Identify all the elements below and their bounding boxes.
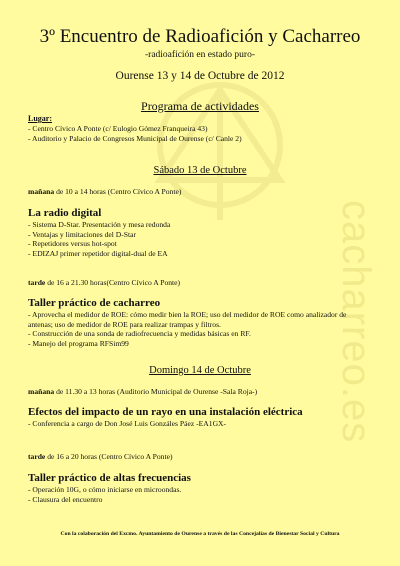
event-date-place: Ourense 13 y 14 de Octubre de 2012 (115, 70, 285, 82)
list-item: - Construcción de una sonda de radiofrecuencia y medidas básicas en RF. (28, 329, 251, 339)
poster-title: 3º Encuentro de Radioafición y Cacharreo (39, 26, 361, 47)
lugar-list (28, 124, 348, 143)
lugar-label: Lugar: (28, 114, 52, 123)
watermark-emblem-icon (120, 60, 320, 230)
time-detail: de 16 a 20 horas (Centro Cívico A Ponte) (45, 452, 173, 461)
radio-digital-list (28, 220, 348, 259)
time-prefix: mañana (28, 187, 55, 196)
list-item: - Sistema D-Star. Presentación y mesa redonda (28, 220, 171, 229)
list-item: - Conferencia a cargo de Don José Luis Gonzáles Páez -EA1GX- (28, 419, 227, 428)
section-title-radio-digital: La radio digital (28, 207, 102, 219)
poster-subtitle: -radioafición en estado puro- (145, 50, 255, 60)
day-heading-sabado: Sábado 13 de Octubre (153, 165, 247, 176)
section-title-taller-cacharreo: Taller práctico de cacharreo (28, 297, 161, 309)
list-item: - EDIZAJ primer repetidor digital-dual de EA (28, 249, 168, 259)
section-title-altas-frecuencias: Taller práctico de altas frecuencias (28, 472, 191, 484)
list-item: - Ventajas y limitaciones del D-Star (28, 229, 137, 239)
list-item: antenas; uso de medidor de ROE para realizar trampas y filtros. (28, 319, 221, 329)
time-prefix: tarde (28, 452, 46, 461)
sabado-manana-time (28, 187, 181, 196)
domingo-tarde-time (28, 452, 172, 461)
time-detail: de 11.30 a 13 horas (Auditorio Municipal de Ourense -Sala Roja-) (54, 387, 258, 396)
day-heading-domingo: Domingo 14 de Octubre (149, 365, 251, 376)
list-item: - Manejo del programa RFSim99 (28, 339, 129, 349)
list-item: - Aprovecha el medidor de ROE: cómo medir bien la ROE; uso del medidor de ROE como analizador de (28, 310, 347, 319)
sabado-tarde-time (28, 278, 180, 287)
domingo-manana-time (28, 387, 257, 396)
altas-frecuencias-list (28, 485, 348, 504)
list-item: - Centro Cívico A Ponte (c/ Eulogio Gómez Franqueira 43) (28, 124, 208, 133)
footer-credits: Con la colaboración del Excmo. Ayuntamiento de Ourense a través de las Concejalías de Bienestar Social y Cultura (60, 531, 340, 537)
taller-cacharreo-list (28, 310, 348, 349)
list-item: - Repetidores versus hot-spot (28, 239, 117, 249)
time-prefix: mañana (28, 387, 55, 396)
time-prefix: tarde (28, 278, 46, 287)
list-item: - Operación 10G, o cómo iniciarse en microondas. (28, 485, 182, 494)
time-detail: de 10 a 14 horas (Centro Cívico A Ponte) (54, 187, 182, 196)
efectos-rayo-list (28, 419, 348, 429)
list-item: - Clausura del encuentro (28, 494, 103, 504)
section-title-efectos-rayo: Efectos del impacto de un rayo en una instalación eléctrica (28, 406, 303, 418)
watermark-text: cacharreo.es (334, 200, 378, 444)
time-detail: de 16 a 21.30 horas(Centro Cívico A Ponte) (45, 278, 181, 287)
list-item: - Auditorio y Palacio de Congresos Municipal de Ourense (c/ Canle 2) (28, 133, 242, 143)
programa-heading: Programa de actividades (141, 99, 259, 113)
